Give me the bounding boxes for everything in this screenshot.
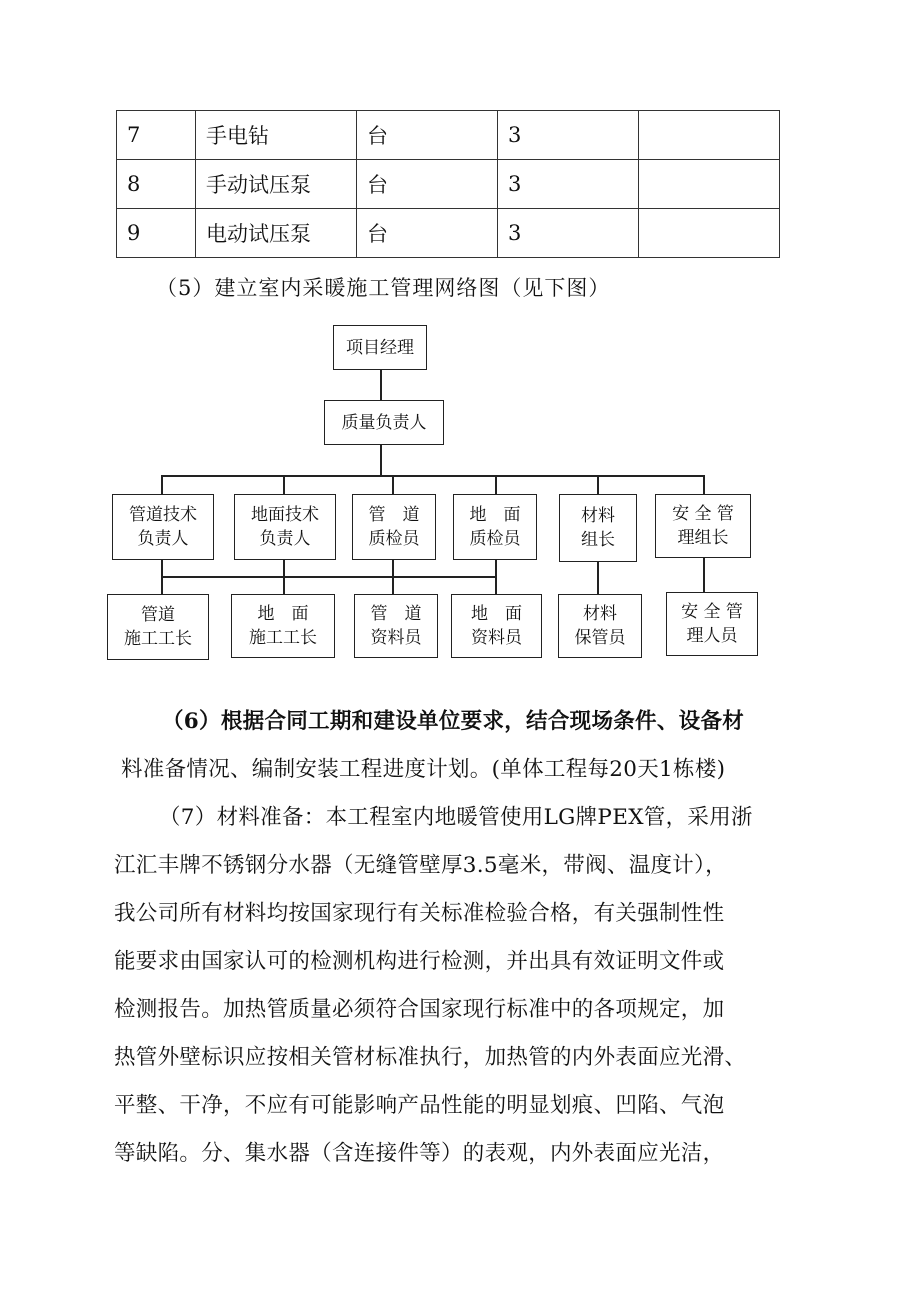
connector-line [161,475,163,495]
paragraph-line: （7）材料准备：本工程室内地暖管使用LG牌PEX管，采用浙 [159,805,753,830]
table-cell: 3 [498,160,639,209]
table-cell: 手电钻 [196,111,357,160]
org-box-material-lead [559,494,637,562]
org-box-label: 材料 [581,506,615,526]
org-box-floor-foreman [231,594,335,658]
org-box-label: 地 面 [257,604,309,624]
org-box-material-keeper [558,594,642,658]
table-cell: 台 [357,160,498,209]
org-box-pipe-inspector [352,494,436,560]
org-box-label: 管 道 [370,604,422,624]
paragraph-line: （6）根据合同工期和建设单位要求，结合现场条件、设备材 [162,709,745,734]
table-cell: 7 [117,111,196,160]
connector-line [380,370,382,400]
table-cell: 电动试压泵 [196,209,357,258]
table-cell: 手动试压泵 [196,160,357,209]
org-box-label: 安 全 管 [672,504,734,524]
connector-line [597,562,599,594]
org-box-label: 管道 [141,605,175,625]
paragraph-line: 我公司所有材料均按国家现行有关标准检验合格，有关强制性性 [114,901,725,926]
table-cell: 台 [357,111,498,160]
org-box-floor-tech-lead [234,494,336,560]
org-box-quality-lead [324,400,444,445]
org-box-label: 项目经理 [346,337,414,358]
org-box-label: 组长 [581,530,615,550]
connector-line [392,475,394,495]
table-cell: 台 [357,209,498,258]
paragraph-line: 能要求由国家认可的检测机构进行检测，并出具有效证明文件或 [114,949,725,974]
org-box-label: 理组长 [677,528,729,548]
paragraph-line: 热管外壁标识应按相关管材标准执行，加热管的内外表面应光滑、 [114,1045,747,1070]
paragraph-line: 江汇丰牌不锈钢分水器（无缝管壁厚3.5毫米，带阀、温度计）， [114,853,727,878]
org-box-floor-inspector [453,494,537,560]
org-box-safety-lead [655,494,751,558]
org-box-label: 负责人 [259,529,311,549]
org-box-label: 负责人 [137,529,189,549]
paragraph-line: 平整、干净，不应有可能影响产品性能的明显划痕、凹陷、气泡 [114,1093,725,1118]
table-cell: 8 [117,160,196,209]
org-box-label: 施工工长 [249,628,317,648]
org-box-safety-staff [666,592,758,656]
table-cell: 3 [498,209,639,258]
org-box-label: 施工工长 [124,629,192,649]
paragraph-line: 检测报告。加热管质量必须符合国家现行标准中的各项规定，加 [114,997,725,1022]
org-box-label: 管道技术 [129,505,197,525]
org-box-label: 质检员 [368,529,420,549]
org-box-label: 地 面 [471,604,522,624]
org-box-label: 资料员 [471,628,522,648]
connector-line [380,444,382,476]
connector-line [495,475,497,495]
table-cell: 9 [117,209,196,258]
table-cell: 3 [498,111,639,160]
org-box-label: 理人员 [686,626,738,646]
org-box-pipe-foreman [107,594,209,660]
connector-line [161,576,497,578]
org-chart-caption: （5）建立室内采暖施工管理网络图（见下图） [156,276,611,300]
org-box-label: 地 面 [469,505,521,525]
org-box-pipe-tech-lead [112,494,214,560]
org-box-label: 地面技术 [251,505,319,525]
connector-line [597,475,599,495]
org-box-label: 材料 [583,604,617,624]
paragraph-line: 等缺陷。分、集水器（含连接件等）的表观，内外表面应光洁， [114,1141,725,1166]
org-box-label: 质量负责人 [341,412,427,433]
org-box-label: 资料员 [370,628,422,648]
paragraph-line: 料准备情况、编制安装工程进度计划。(单体工程每20天1栋楼) [121,757,726,782]
connector-line [703,475,705,495]
connector-line [161,475,704,477]
connector-line [283,475,285,495]
org-box-label: 管 道 [368,505,420,525]
org-box-label: 保管员 [574,628,626,648]
org-box-floor-records [451,594,542,658]
org-box-project-manager [333,325,427,370]
connector-line [703,558,705,592]
org-box-pipe-records [354,594,438,658]
org-box-label: 质检员 [469,529,521,549]
org-box-label: 安 全 管 [681,602,743,622]
